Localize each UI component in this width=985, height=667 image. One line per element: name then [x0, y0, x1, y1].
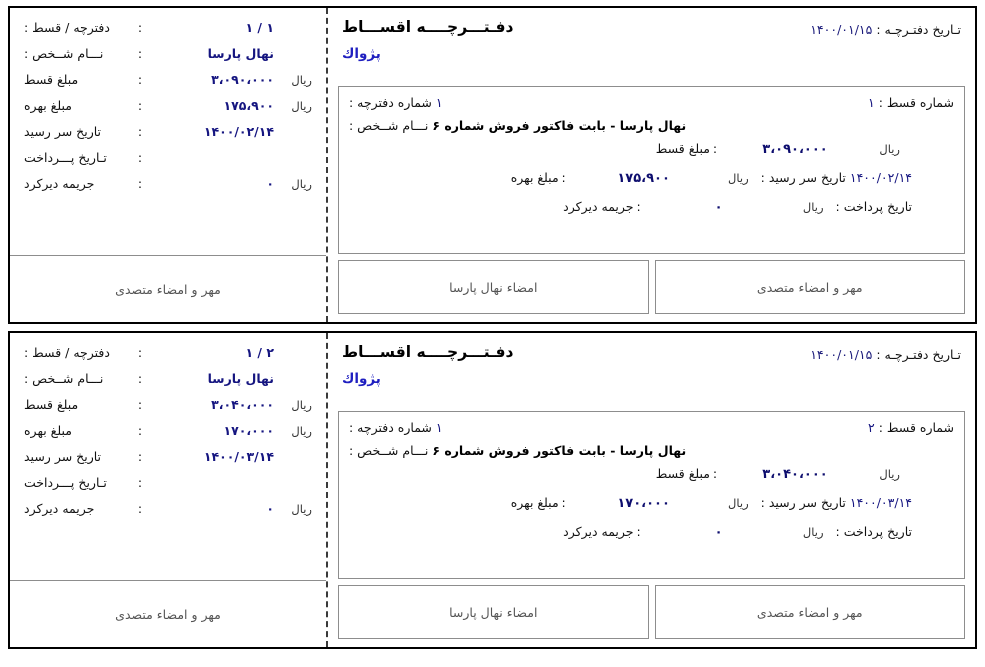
stub-booklet-installment-label: دفترچه / قسط :: [24, 20, 110, 35]
booklet-number-value: ۱: [435, 95, 443, 110]
stub-booklet-installment-label: دفترچه / قسط :: [24, 345, 110, 360]
stub-person-name-row: [24, 46, 312, 61]
stub-payment-date-label: تـاریخ پـــرداخت: [24, 150, 107, 165]
payment-date-field: [836, 199, 912, 214]
stub-payment-date-row: [24, 150, 312, 165]
stub-person-name-label: نـــام شــخص :: [24, 371, 104, 386]
stub-payment-date-row: [24, 475, 312, 490]
stub-interest-amount-colon: :: [137, 98, 143, 113]
booklet-date-label: تـاریخ دفتـرچـه :: [876, 22, 961, 37]
installment-number-value: ۲: [868, 420, 875, 435]
booklet-number-value: ۱: [435, 420, 443, 435]
stub-installment-amount-colon: :: [137, 72, 143, 87]
stub-penalty-value: ۰: [266, 501, 274, 516]
voucher-card: [8, 6, 977, 324]
stub-booklet-installment-row: [24, 345, 312, 360]
interest-amount-unit: ریال: [728, 171, 749, 185]
voucher-header: [328, 333, 975, 411]
brand-name: پژواك: [342, 46, 381, 62]
stub-due-date-colon: :: [137, 124, 143, 139]
installment-amount-label: مبلغ قسط: [655, 466, 710, 481]
booklet-date: [810, 347, 961, 362]
stub-interest-amount-unit: ریال: [291, 424, 312, 438]
due-date-field: [761, 170, 912, 185]
officer-signature-box: مهر و امضاء متصدی: [655, 260, 966, 314]
installment-amount-value: ۳،۰۹۰،۰۰۰: [762, 142, 828, 157]
stub-interest-amount-row: [24, 98, 312, 113]
person-name-value: نهال پارسا - بابت فاكتور فروش شماره ۶: [432, 443, 687, 458]
voucher-body: [338, 411, 965, 579]
stub-due-date-label: تاریخ سر رسید: [24, 124, 102, 139]
installment-amount-colon: :: [712, 141, 718, 156]
stub-payment-date-colon: :: [137, 150, 143, 165]
stub-installment-amount-label: مبلغ قسط: [24, 397, 79, 412]
booklet-number-field: [349, 420, 443, 435]
document-title: دفـتـــرچــــه اقســـاط: [342, 18, 514, 36]
voucher-card: [8, 331, 977, 649]
person-name-label: نـــام شــخص :: [349, 118, 429, 133]
stub-installment-amount-row: [24, 397, 312, 412]
person-name-value: نهال پارسا - بابت فاكتور فروش شماره ۶: [432, 118, 687, 133]
booklet-number-row: [349, 420, 954, 435]
stub-person-name-value: نهال پارسا: [207, 371, 274, 386]
installment-number-field: [868, 420, 954, 435]
booklet-date-label: تـاریخ دفتـرچـه :: [876, 347, 961, 362]
installment-amount-row: [349, 466, 954, 482]
stub-due-date-row: [24, 124, 312, 139]
stub-person-name-colon: :: [137, 46, 143, 61]
stub-installment-amount-value: ۳،۰۴۰،۰۰۰: [211, 397, 274, 412]
installment-number-field: [868, 95, 954, 110]
stub-officer-signature: مهر و امضاء متصدی: [115, 606, 221, 622]
person-name-row: [349, 118, 954, 133]
installment-amount-row: [349, 141, 954, 157]
officer-signature-box: مهر و امضاء متصدی: [655, 585, 966, 639]
voucher-body: [338, 86, 965, 254]
stub-penalty-colon: :: [137, 176, 143, 191]
booklet-number-field: [349, 95, 443, 110]
payment-date-label: تاریخ پرداخت :: [835, 524, 912, 539]
interest-amount-label: مبلغ بهره: [510, 495, 559, 510]
interest-amount-label: مبلغ بهره: [510, 170, 559, 185]
customer-signature-box: امضاء نهال پارسا: [338, 260, 649, 314]
stub-penalty-unit: ریال: [291, 502, 312, 516]
customer-signature-box: امضاء نهال پارسا: [338, 585, 649, 639]
stub-details: [10, 333, 326, 581]
interest-amount-value: ۱۷۰،۰۰۰: [617, 496, 670, 511]
title-block: [342, 343, 513, 387]
stub-interest-amount-row: [24, 423, 312, 438]
due-date-label: تاریخ سر رسید :: [760, 495, 846, 510]
stub-booklet-installment-value: ۲ / ۱: [245, 345, 274, 360]
installment-amount-value: ۳،۰۴۰،۰۰۰: [762, 467, 828, 482]
penalty-amount-colon: :: [636, 524, 641, 539]
booklet-number-row: [349, 95, 954, 110]
stub-penalty-row: [24, 501, 312, 516]
stub-due-date-value: ۱۴۰۰/۰۳/۱۴: [203, 449, 274, 464]
person-name-field: [349, 118, 686, 133]
stub-due-date-value: ۱۴۰۰/۰۲/۱۴: [203, 124, 274, 139]
installment-amount-colon: :: [712, 466, 718, 481]
stub-penalty-colon: :: [137, 501, 143, 516]
brand-name: پژواك: [342, 371, 381, 387]
booklet-date: [810, 22, 961, 37]
penalty-amount-unit: ریال: [802, 525, 824, 539]
installment-number-label: شماره قسط :: [878, 420, 954, 435]
voucher-main-section: [328, 8, 975, 322]
stub-installment-amount-row: [24, 72, 312, 87]
stub-details: [10, 8, 326, 256]
stub-booklet-installment-colon: :: [137, 20, 143, 35]
penalty-amount-row: [349, 524, 954, 540]
signature-strip: [338, 260, 965, 314]
penalty-amount-row: [349, 199, 954, 215]
stub-interest-amount-label: مبلغ بهره: [24, 98, 72, 113]
stub-due-date-label: تاریخ سر رسید: [24, 449, 102, 464]
stub-interest-amount-colon: :: [137, 423, 143, 438]
booklet-date-value: ۱۴۰۰/۰۱/۱۵: [810, 22, 873, 37]
stub-payment-date-colon: :: [137, 475, 143, 490]
payment-date-label: تاریخ پرداخت :: [835, 199, 912, 214]
penalty-amount-label: جریمه دیرکرد: [563, 199, 634, 214]
stub-interest-amount-label: مبلغ بهره: [24, 423, 72, 438]
penalty-amount-value: ۰: [714, 200, 723, 215]
stub-person-name-row: [24, 371, 312, 386]
stub-interest-amount-value: ۱۷۰،۰۰۰: [223, 423, 274, 438]
signature-strip: [338, 585, 965, 639]
stub-booklet-installment-colon: :: [137, 345, 143, 360]
stub-person-name-label: نـــام شــخص :: [24, 46, 104, 61]
stub-interest-amount-unit: ریال: [291, 99, 312, 113]
stub-installment-amount-unit: ریال: [291, 73, 312, 87]
penalty-amount-value: ۰: [714, 525, 723, 540]
penalty-amount-label: جریمه دیرکرد: [563, 524, 634, 539]
due-date-label: تاریخ سر رسید :: [760, 170, 846, 185]
installment-number-label: شماره قسط :: [878, 95, 954, 110]
interest-amount-row: [349, 170, 954, 186]
stub-installment-amount-label: مبلغ قسط: [24, 72, 79, 87]
voucher-stub-section: [10, 333, 328, 647]
installment-amount-label: مبلغ قسط: [655, 141, 710, 156]
installment-number-value: ۱: [868, 95, 875, 110]
interest-amount-unit: ریال: [728, 496, 749, 510]
due-date-value: ۱۴۰۰/۰۳/۱۴: [849, 495, 912, 510]
voucher-main-section: [328, 333, 975, 647]
interest-amount-row: [349, 495, 954, 511]
penalty-amount-unit: ریال: [802, 200, 824, 214]
stub-person-name-colon: :: [137, 371, 143, 386]
installment-amount-unit: ریال: [879, 142, 900, 156]
interest-amount-colon: :: [561, 170, 566, 185]
interest-amount-colon: :: [561, 495, 566, 510]
document-title: دفـتـــرچــــه اقســـاط: [342, 343, 514, 361]
penalty-amount-colon: :: [636, 199, 641, 214]
stub-penalty-value: ۰: [266, 176, 274, 191]
stub-installment-amount-colon: :: [137, 397, 143, 412]
stub-installment-amount-value: ۳،۰۹۰،۰۰۰: [211, 72, 274, 87]
stub-interest-amount-value: ۱۷۵،۹۰۰: [223, 98, 274, 113]
due-date-value: ۱۴۰۰/۰۲/۱۴: [849, 170, 912, 185]
stub-due-date-colon: :: [137, 449, 143, 464]
booklet-number-label: شماره دفترچه :: [349, 420, 432, 435]
voucher-stub-section: [10, 8, 328, 322]
person-name-field: [349, 443, 686, 458]
stub-penalty-label: جریمه دیرکرد: [24, 176, 95, 191]
stub-payment-date-label: تـاریخ پـــرداخت: [24, 475, 107, 490]
stub-person-name-value: نهال پارسا: [207, 46, 274, 61]
person-name-label: نـــام شــخص :: [349, 443, 429, 458]
interest-amount-value: ۱۷۵،۹۰۰: [617, 171, 670, 186]
person-name-row: [349, 443, 954, 458]
stub-officer-signature: مهر و امضاء متصدی: [115, 281, 221, 297]
stub-due-date-row: [24, 449, 312, 464]
booklet-date-value: ۱۴۰۰/۰۱/۱۵: [810, 347, 873, 362]
booklet-number-label: شماره دفترچه :: [349, 95, 432, 110]
title-block: [342, 18, 513, 62]
due-date-field: [761, 495, 912, 510]
installment-amount-unit: ریال: [879, 467, 900, 481]
payment-date-field: [836, 524, 912, 539]
stub-booklet-installment-value: ۱ / ۱: [245, 20, 274, 35]
stub-penalty-row: [24, 176, 312, 191]
voucher-header: [328, 8, 975, 86]
stub-installment-amount-unit: ریال: [291, 398, 312, 412]
stub-penalty-unit: ریال: [291, 177, 312, 191]
stub-booklet-installment-row: [24, 20, 312, 35]
stub-penalty-label: جریمه دیرکرد: [24, 501, 95, 516]
